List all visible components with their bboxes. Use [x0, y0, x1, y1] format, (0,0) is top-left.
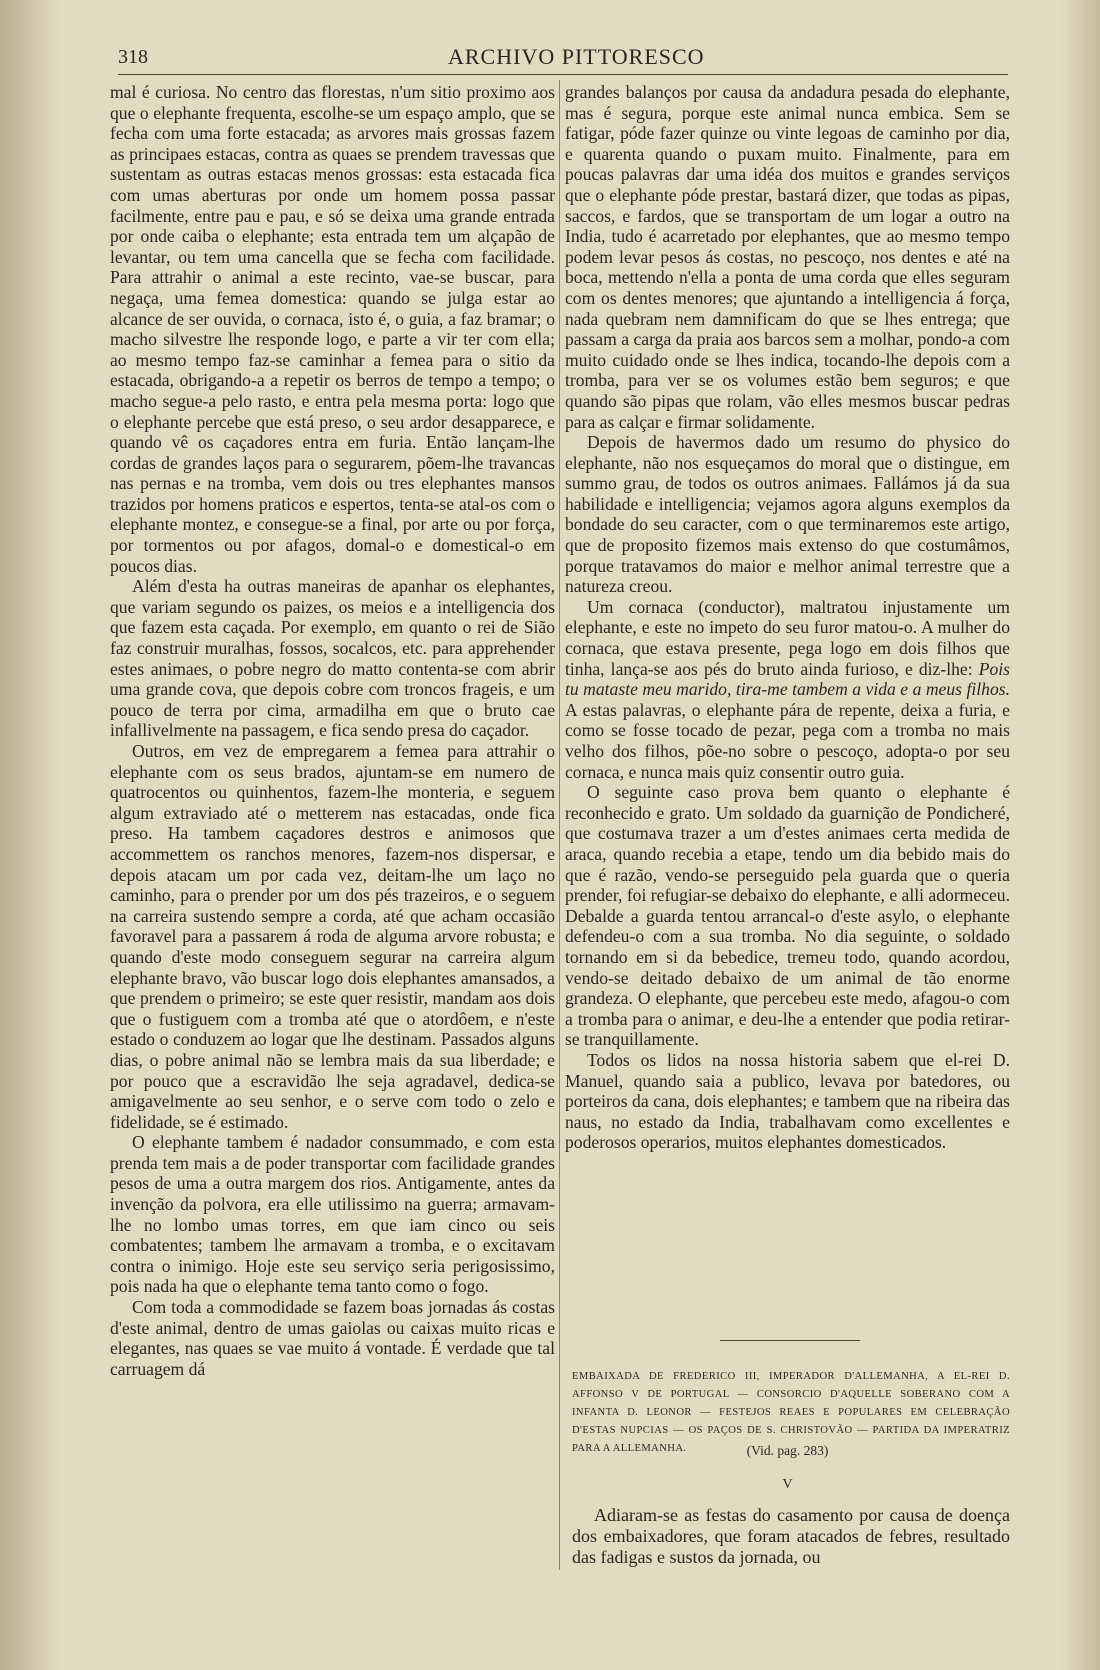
- right-column: [565, 82, 1010, 1153]
- column-divider: [559, 80, 560, 1570]
- section-rule: [720, 1340, 860, 1341]
- paragraph: grandes balanços por causa da andadura pesada do elephante, mas é segura, porque este animal nunca embica. Sem se fatigar, póde fazer quinze ou vinte legoas de caminho por dia, e quarenta quando o puxam muito. Finalmente, para em poucas palavras dar uma idéa dos muitos e grandes serviços que o elephante póde prestar, bastará dizer, que todas as pipas, saccos, e fardos, que se transportam de um logar a outro na India, tudo é acarretado por elephantes, que ao mesmo tempo podem levar pesos ás costas, no pescoço, nos dentes e até na boca, mettendo n'ella a ponta de uma corda que elles seguram com os dentes menores; que ajuntando a intelligencia á força, nada quebram nem damnificam do que se lhes entrega; que passam a carga da praia aos barcos sem a molhar, pondo-a com muito cuidado onde se lhes indica, tocando-lhe depois com a tromba, para ver se os volumes estão bem seguros; e que quando são pipas que rolam, vão elles mesmos buscar pedras para as calçar e firmar solidamente.: [565, 82, 1010, 432]
- page-reference: (Vid. pag. 283): [746, 1443, 829, 1458]
- page-shadow-right: [1060, 0, 1100, 1670]
- page-header: [118, 44, 1008, 75]
- running-title: ARCHIVO PITTORESCO: [448, 44, 705, 69]
- page-shadow-left: [0, 0, 60, 1670]
- paragraph: O elephante tambem é nadador consummado, e com esta prenda tem mais a de poder transportar com facilidade grandes pesos de uma a outra margem dos rios. Antigamente, antes da invenção da polvora, era elle utilissimo na guerra; armavam-lhe no lombo umas torres, em que iam cinco ou seis combatentes; tambem lhe armavam a tromba, e o excitavam contra o inimigo. Hoje este seu serviço seria perigosissimo, pois nada ha que o elephante tema tanto como o fogo.: [110, 1132, 555, 1297]
- paragraph-text: Um cornaca (conductor), maltratou injustamente um elephante, e este no impeto do seu furor matou-o. A mulher do cornaca, que estava presente, pega logo em dois filhos que tinha, lança-se aos pés do bruto ainda furioso, e diz-lhe:: [565, 596, 1010, 679]
- article-opening: [572, 1505, 1010, 1568]
- paragraph: Outros, em vez de empregarem a femea para attrahir o elephante com os seus brados, ajuntam-se em numero de quatrocentos ou quinhentos, fazem-lhe monteria, e seguem algum extraviado até o metterem nas estacadas, onde fica preso. Ha tambem caçadores destros e animosos que accommettem os ranchos menores, fazem-nos dispersar, e depois atacam um por cada vez, deitam-lhe um laço no caminho, para o prender por um dos pés trazeiros, e o seguem na carreira sustendo sempre a corda, até que acham occasião favoravel para a passarem á roda de alguma arvore robusta; e quando d'este modo conseguem segurar na carreira algum elephante bravo, vão buscar logo dois elephantes amansados, a que prendem o primeiro; se este quer resistir, mandam aos dois que o fustiguem com a tromba até que o atordôem, e n'este estado o conduzem ao logar que lhe destinam. Passados alguns dias, o pobre animal não se lembra mais da sua liberdade; e por pouco que a escravidão lhe seja agradavel, dedica-se amigavelmente ao seu senhor, e o serve com todo o zelo e fidelidade, se é estimado.: [110, 741, 555, 1132]
- paragraph: Depois de havermos dado um resumo do physico do elephante, não nos esqueçamos do moral que o distingue, em summo grau, de todos os outros animaes. Fallámos já da sua habilidade e intelligencia; vejamos agora alguns exemplos da bondade do seu caracter, com o que terminaremos este artigo, que de proposito fizemos mais extenso do que costumâmos, porque tratavamos do maior e melhor animal terrestre que a natureza creou.: [565, 432, 1010, 597]
- paragraph: mal é curiosa. No centro das florestas, n'um sitio proximo aos que o elephante frequenta, escolhe-se um espaço amplo, que se fecha com uma forte estacada; as arvores mais grossas fazem as principaes estacas, contra as quaes se prendem travessas que sustentam as outras estacas menos grossas: esta estacada fica com umas aberturas por onde um homem possa passar facilmente, entre pau e pau, e só se deixa uma grande entrada por onde caiba o elephante; esta entrada tem um alçapão de levantar, ou tem uma cancella que se fecha com facilidade. Para attrahir o animal a este recinto, vae-se buscar, para negaça, uma femea domestica: quando se julga estar ao alcance de ser ouvida, o cornaca, isto é, o guia, a faz bramar; o macho silvestre lhe responde logo, e parte a vir ter com ella; ao mesmo tempo faz-se caminhar a femea para o sitio da estacada, obrigando-a a repetir os berros de tempo a tempo; o macho segue-a pelo rasto, e entra pela mesma porta: logo que o elephante percebe que está preso, o seu ardor desapparece, e quando vê os caçadores entra em furia. Então lançam-lhe cordas de grandes laços para o segurarem, põem-lhe travancas nas pernas e na tromba, vem dois ou tres elephantes mansos trazidos por homens praticos e espertos, tenta-se atal-os com o elephante montez, e consegue-se a final, por arte ou por força, por tormentos ou por afagos, domal-o e domestical-o em poucos dias.: [110, 82, 555, 576]
- paragraph: Além d'esta ha outras maneiras de apanhar os elephantes, que variam segundo os paizes, os meios e a intelligencia dos que fazem esta caçada. Por exemplo, em quanto o rei de Sião faz construir muralhas, fossos, socalcos, etc. para apprehender estes animaes, o pobre negro do matto contenta-se com abrir uma grande cova, que depois cobre com troncos frageis, e um pouco de terra por cima, armadilha em que o bruto cae infallivelmente na passagem, e fica sendo presa do caçador.: [110, 576, 555, 741]
- paragraph: O seguinte caso prova bem quanto o elephante é reconhecido e grato. Um soldado da guarnição de Pondicheré, que costumava trazer a um d'estes animaes certa medida de araca, quando recebia a etape, tendo um dia bebido mais do que é razão, vendo-se perseguido pela guarda que o queria prender, foi refugiar-se debaixo do elephante, e alli adormeceu. Debalde a guarda tentou arrancal-o d'este asylo, o elephante defendeu-o com a sua tromba. No dia seguinte, o soldado tornando em si da bebedice, tremeu todo, quando acordou, vendo-se deitado debaixo de um animal de tão enorme grandeza. O elephante, que percebeu este medo, afagou-o com a tromba para o animar, e deu-lhe a entender que podia retirar-se tranquillamente.: [565, 782, 1010, 1050]
- paragraph: Todos os lidos na nossa historia sabem que el-rei D. Manuel, quando saia a publico, levava por batedores, ou porteiros da cana, dois elephantes; e tambem que na ribeira das naus, no estado da India, trabalhavam como excellentes e poderosos operarios, muitos elephantes domesticados.: [565, 1049, 1010, 1153]
- paragraph: [565, 597, 1010, 782]
- article-heading: EMBAIXADA DE FREDERICO III, IMPERADOR D'ALLEMANHA, A EL-REI D. AFFONSO V DE PORTUGAL — CONSORCIO D'AQUELLE SOBERANO COM A INFANTA D. LEONOR — FESTEJOS REAES E POPULARES EM CELEBRAÇÃO D'ESTAS NUPCIAS — OS PAÇOS DE S. CHRISTOVÃO — PARTIDA DA IMPERATRIZ PARA A ALLEMANHA.: [572, 1371, 1010, 1454]
- paragraph-text: A estas palavras, o elephante pára de repente, deixa a furia, e como se fosse tocado de pezar, pega com a tromba no mais velho dos filhos, põe-no sobre o pescoço, adopta-o por seu cornaca, e nunca mais quiz consentir outro guia.: [565, 699, 1010, 782]
- paragraph: Com toda a commodidade se fazem boas jornadas ás costas d'este animal, dentro de umas gaiolas ou caixas muito ricas e elegantes, nas quaes se vae muito á vontade. É verdade que tal carruagem dá: [110, 1297, 555, 1379]
- paragraph: Adiaram-se as festas do casamento por causa de doença dos embaixadores, que foram atacados de febres, resultado das fadigas e sustos da jornada, ou: [572, 1505, 1010, 1567]
- italic-quote: Pois tu mataste meu marido, tira-me tambem a vida e a meus filhos.: [565, 658, 1011, 700]
- page-number: 318: [118, 46, 148, 68]
- chapter-numeral: V: [782, 1477, 793, 1492]
- left-column: [110, 82, 555, 1379]
